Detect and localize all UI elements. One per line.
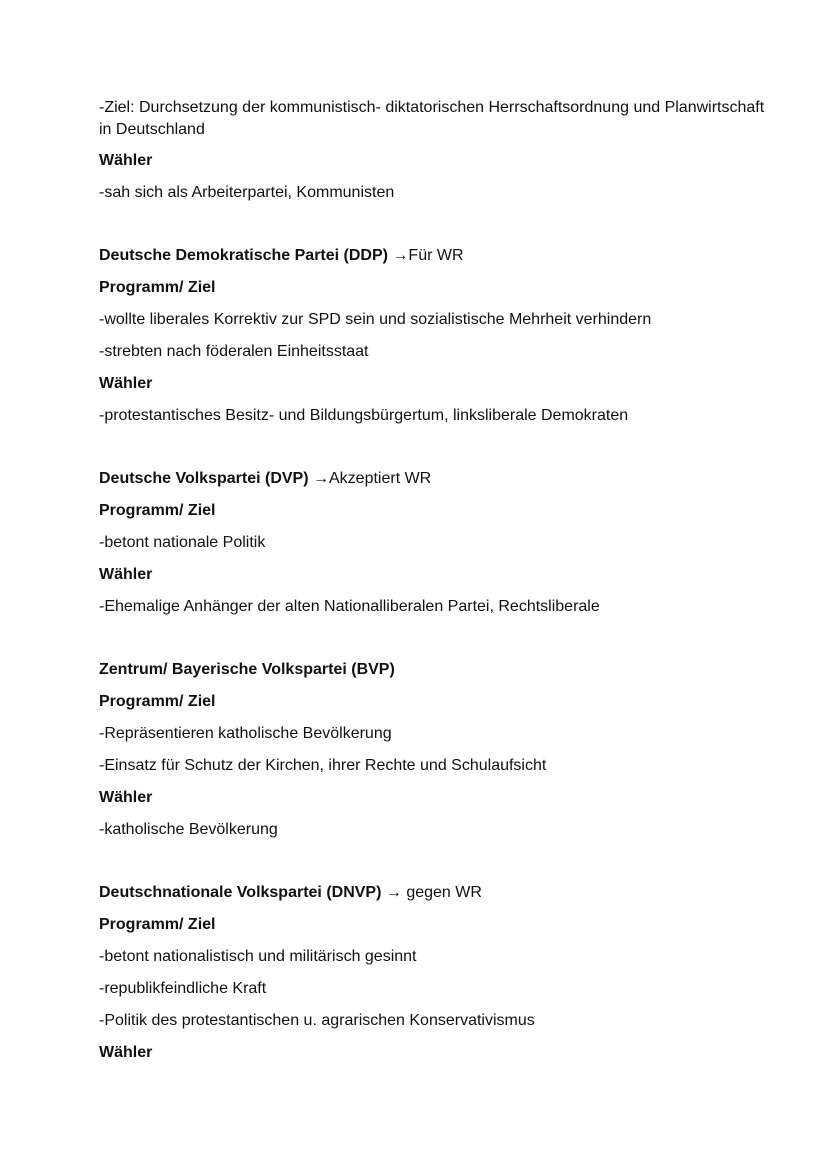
intro-voters-text: -sah sich als Arbeiterpartei, Kommunisten — [99, 184, 395, 201]
program-heading: Programm/ Ziel — [99, 916, 216, 933]
party-name: Deutsche Demokratische Partei (DDP) — [99, 247, 388, 264]
party-title — [99, 882, 779, 914]
party-stance: →Für WR — [387, 247, 464, 264]
voters-heading: Wähler — [99, 375, 153, 392]
program-item: -betont nationalistisch und militärisch gesinnt — [99, 948, 417, 965]
party-stance: → gegen WR — [381, 884, 482, 901]
voters-heading: Wähler — [99, 566, 153, 583]
voters-item: -protestantisches Besitz- und Bildungsbürgertum, linksliberale Demokraten — [99, 407, 629, 424]
voters-heading: Wähler — [99, 789, 153, 806]
party-stance: →Akzeptiert WR — [308, 470, 432, 487]
party-name: Deutsche Volkspartei (DVP) — [99, 470, 309, 487]
intro-goal: -Ziel: Durchsetzung der kommunistisch- diktatorischen Herrschaftsordnung und Planwirtschaft in Deutschland — [99, 99, 765, 138]
party-title — [99, 659, 779, 691]
party-title — [99, 245, 779, 277]
party-name: Deutschnationale Volkspartei (DNVP) — [99, 884, 382, 901]
program-heading: Programm/ Ziel — [99, 279, 216, 296]
party-title — [99, 468, 779, 500]
program-item: -republikfeindliche Kraft — [99, 980, 267, 997]
program-item: -strebten nach föderalen Einheitsstaat — [99, 343, 369, 360]
program-item: -Politik des protestantischen u. agrarischen Konservativismus — [99, 1012, 535, 1029]
program-heading: Programm/ Ziel — [99, 502, 216, 519]
program-item: -Einsatz für Schutz der Kirchen, ihrer Rechte und Schulaufsicht — [99, 757, 547, 774]
program-heading: Programm/ Ziel — [99, 693, 216, 710]
program-item: -Repräsentieren katholische Bevölkerung — [99, 725, 392, 742]
voters-heading: Wähler — [99, 1044, 153, 1061]
intro-voters-heading: Wähler — [99, 152, 153, 169]
program-item: -betont nationale Politik — [99, 534, 266, 551]
document-content — [99, 97, 779, 1074]
voters-item: -katholische Bevölkerung — [99, 821, 278, 838]
voters-item: -Ehemalige Anhänger der alten Nationalliberalen Partei, Rechtsliberale — [99, 598, 600, 615]
program-item: -wollte liberales Korrektiv zur SPD sein und sozialistische Mehrheit verhindern — [99, 311, 652, 328]
party-name: Zentrum/ Bayerische Volkspartei (BVP) — [99, 661, 395, 678]
